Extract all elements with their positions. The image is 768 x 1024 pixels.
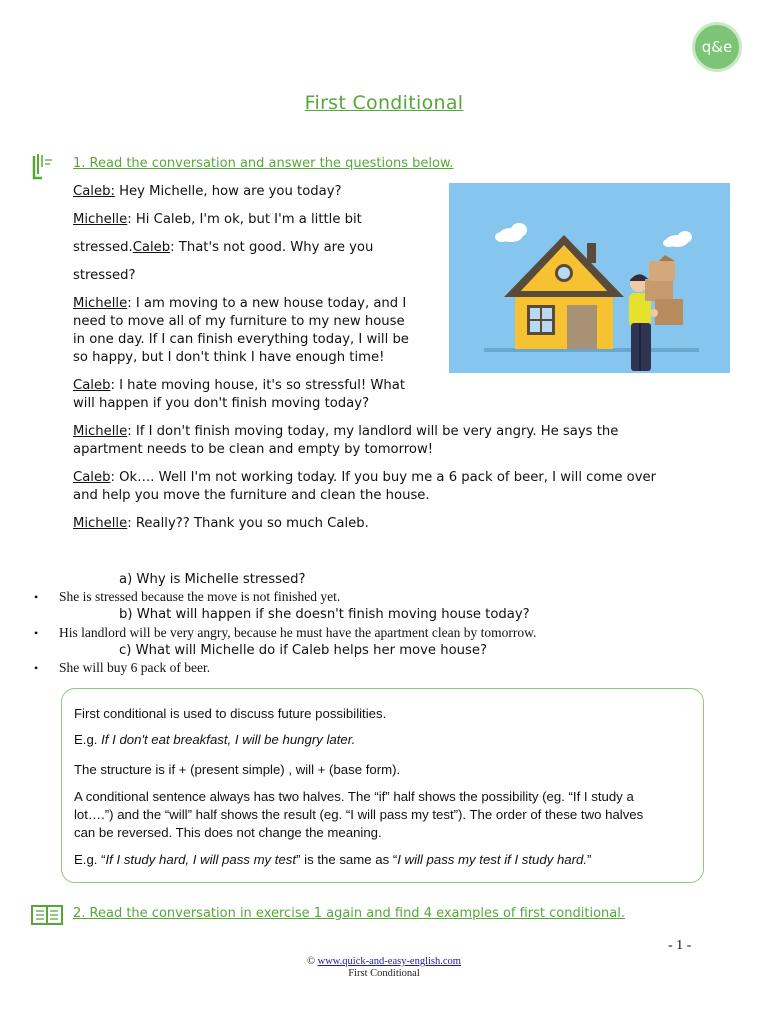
example-label: E.g. “ [74,852,106,867]
line-text: : That's not good. Why are you [170,240,374,255]
pencil-book-icon [30,152,60,186]
website-link[interactable]: www.quick-and-easy-english.com [317,956,461,967]
page-number: - 1 - [668,938,692,953]
info-example-2 [74,852,591,867]
speaker-michelle: Michelle [73,424,128,439]
conversation-line: stressed? [73,268,136,283]
speaker-caleb: Caleb: [73,184,115,199]
page-title: First Conditional [304,92,464,114]
info-explanation-line: A conditional sentence always has two halves. The “if” half shows the possibility (eg. “If I study a [74,789,634,804]
conversation-line [73,295,406,313]
speaker-caleb: Caleb [73,378,111,393]
conversation-line: need to move all of my furniture to my new house [73,314,405,329]
example-text: ” [587,852,592,867]
conversation-line [73,183,342,201]
conversation-line [73,211,362,229]
speaker-michelle: Michelle [73,516,128,531]
exercise-1-heading: 1. Read the conversation and answer the questions below. [73,156,454,171]
exercise-2-heading: 2. Read the conversation in exercise 1 again and find 4 examples of first conditional. [73,906,625,921]
answer-b: His landlord will be very angry, because he must have the apartment clean by tomorrow. [59,625,537,640]
conversation-line [73,377,405,395]
bullet: • [34,626,39,640]
moving-house-illustration [449,183,730,373]
open-book-icon [30,903,64,931]
conversation-line: in one day. If I can finish everything today, I will be [73,332,409,347]
conversation-line [73,423,618,441]
info-explanation-line: lot….”) and the “will” half shows the result (eg. “I will pass my test”). The order of these two halves [74,807,644,822]
conversation-line [73,469,656,487]
brand-logo [692,22,742,72]
line-text: stressed. [73,240,133,255]
conversation-line [73,239,373,257]
question-a: a) Why is Michelle stressed? [119,572,306,587]
logo-text: q&e [701,38,733,56]
line-text: Hey Michelle, how are you today? [114,184,342,199]
speaker-caleb: Caleb [73,470,111,485]
info-intro: First conditional is used to discuss future possibilities. [74,706,387,721]
conversation-line: and help you move the furniture and clean the house. [73,488,430,503]
footer-subtitle: First Conditional [348,968,420,979]
example-text: If I study hard, I will pass my test [105,852,297,867]
line-text: : Really?? Thank you so much Caleb. [127,516,369,531]
bullet: • [34,661,39,675]
example-label: E.g. [74,732,102,747]
line-text: : I hate moving house, it's so stressful! What [110,378,406,393]
conversation-line [73,515,369,533]
info-explanation-line: can be reversed. This does not change the meaning. [74,825,382,840]
conversation-line: so happy, but I don't think I have enough time! [73,350,385,365]
speaker-michelle: Michelle [73,296,128,311]
info-structure: The structure is if + (present simple) , will + (base form). [74,762,401,777]
bullet: • [34,590,39,604]
example-text: ” is the same as “ [296,852,398,867]
line-text: : Hi Caleb, I'm ok, but I'm a little bit [127,212,362,227]
footer-copyright [0,956,768,967]
answer-c: She will buy 6 pack of beer. [59,660,211,675]
example-text: If I don't eat breakfast, I will be hungry later. [101,732,356,747]
conversation-line: will happen if you don't finish moving today? [73,396,370,411]
copyright-symbol: © [307,956,318,967]
speaker-michelle: Michelle [73,212,128,227]
line-text: : If I don't finish moving today, my landlord will be very angry. He says the [127,424,619,439]
speaker-caleb: Caleb [132,240,171,255]
question-b: b) What will happen if she doesn't finish moving house today? [119,607,530,622]
info-example-1 [74,732,355,747]
example-text: I will pass my test if I study hard. [397,852,588,867]
line-text: : Ok…. Well I'm not working today. If you buy me a 6 pack of beer, I will come over [110,470,657,485]
answer-a: She is stressed because the move is not finished yet. [59,589,341,604]
line-text: : I am moving to a new house today, and I [127,296,407,311]
question-c: c) What will Michelle do if Caleb helps her move house? [119,643,488,658]
conversation-line: apartment needs to be clean and empty by tomorrow! [73,442,434,457]
